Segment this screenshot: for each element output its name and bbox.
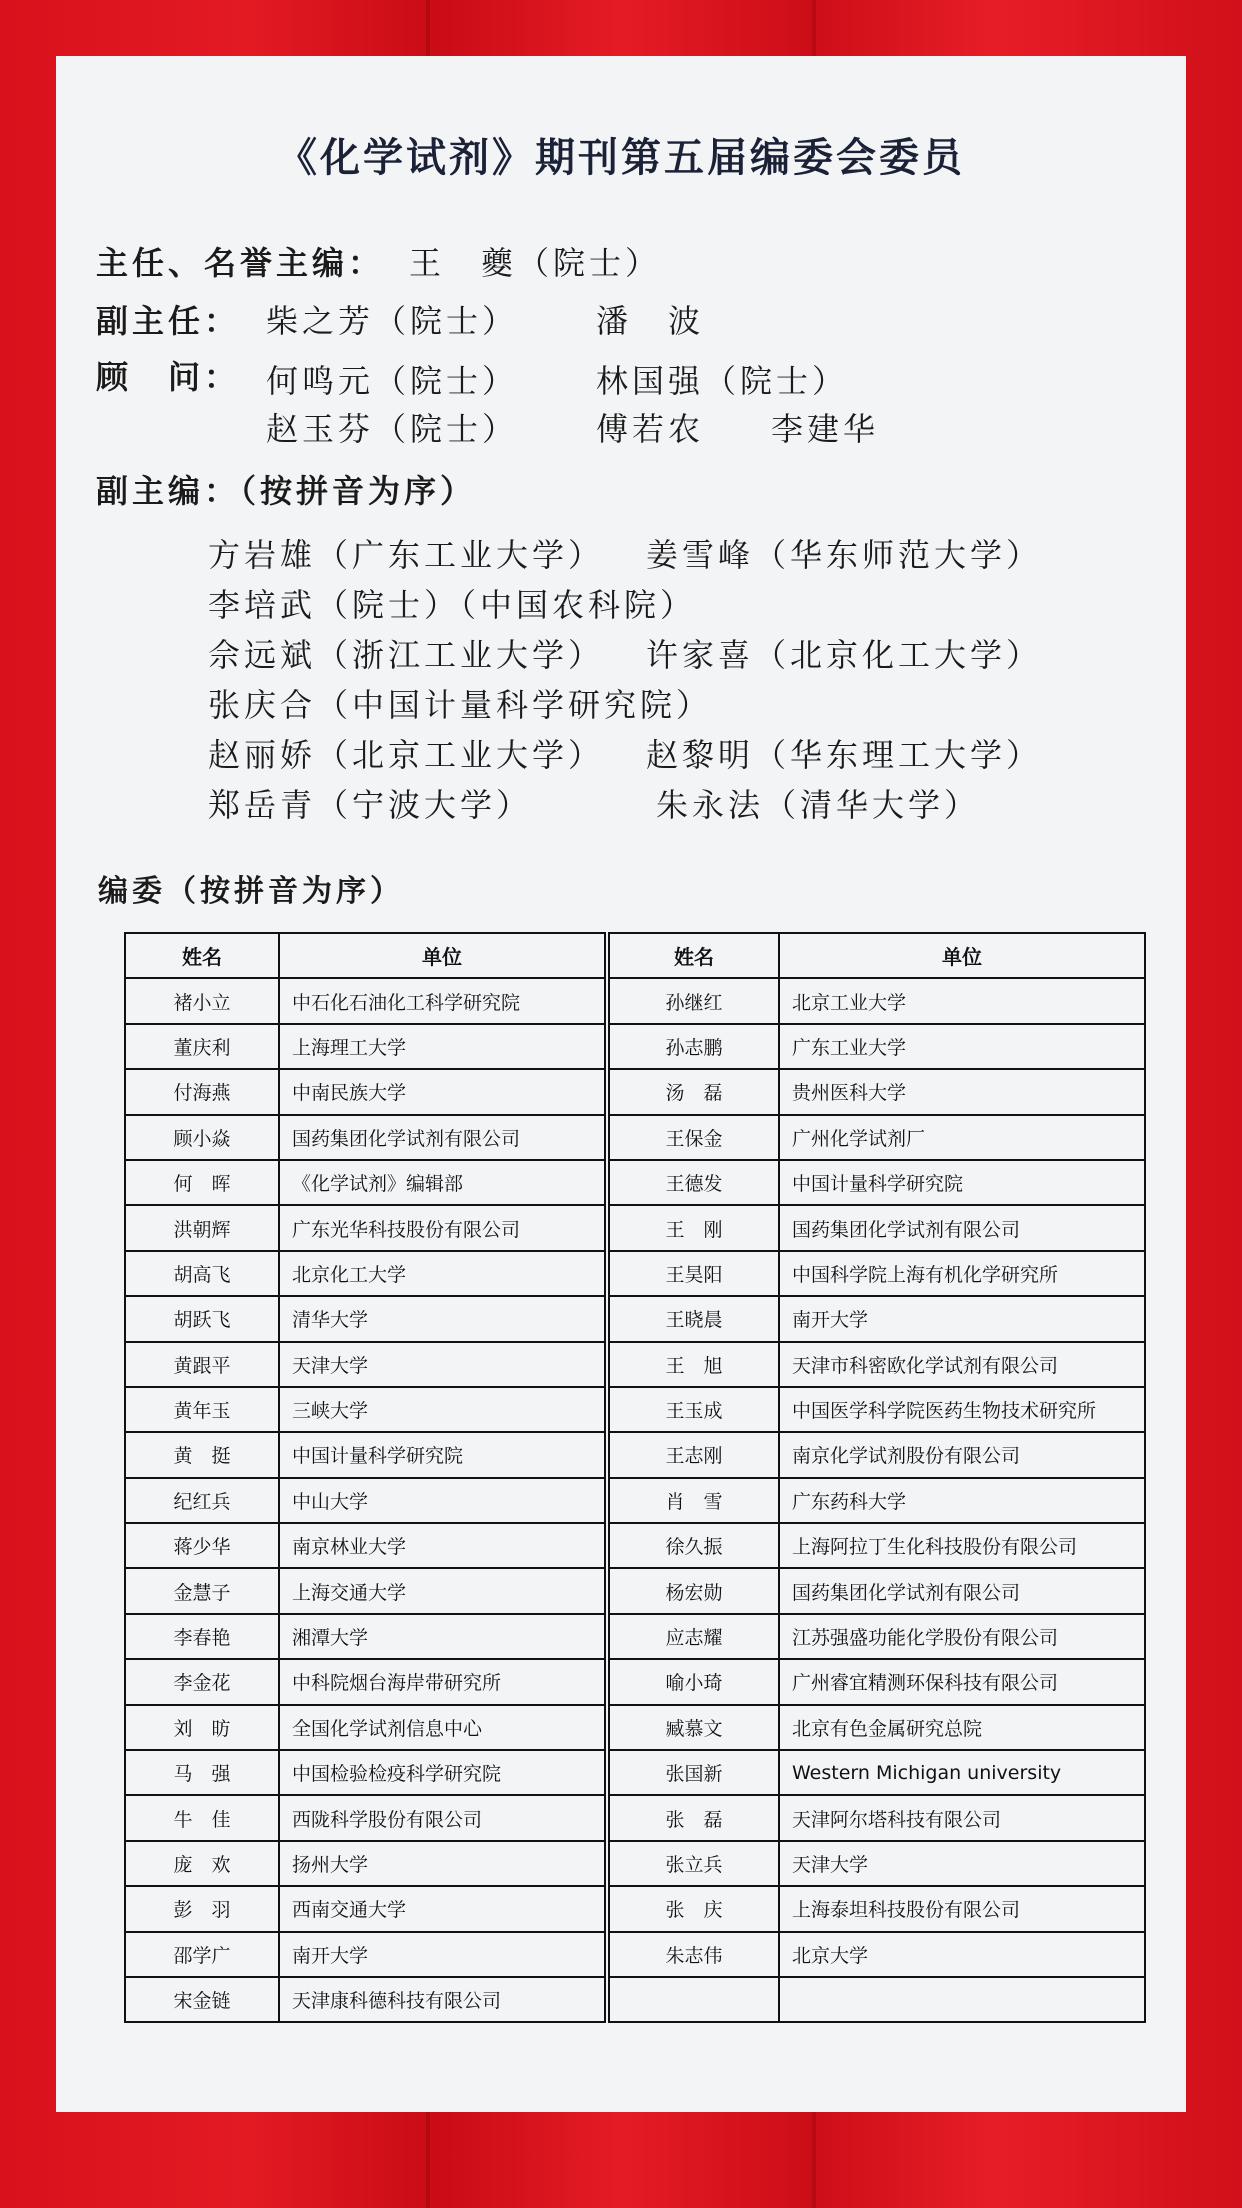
member-name: 张国新 [609, 1750, 779, 1795]
table-row [125, 1795, 1145, 1840]
director-name: 王 夔（院士） [409, 244, 662, 282]
member-unit: 全国化学试剂信息中心 [279, 1705, 605, 1750]
member-unit: 上海泰坦科技股份有限公司 [779, 1886, 1145, 1931]
member-name: 张立兵 [609, 1841, 779, 1886]
member-unit: 中国检验检疫科学研究院 [279, 1750, 605, 1795]
col-header-unit: 单位 [779, 933, 1145, 978]
table-row [125, 1069, 1145, 1114]
associate-editor: 许家喜（北京化工大学） [646, 636, 1043, 674]
member-name: 喻小琦 [609, 1659, 779, 1704]
table-header-row [125, 933, 1145, 978]
advisor-name-3: 赵玉芬（院士） [266, 410, 519, 448]
member-name: 张 磊 [609, 1795, 779, 1840]
member-name: 付海燕 [125, 1069, 279, 1114]
table-row [125, 1659, 1145, 1704]
member-unit: 国药集团化学试剂有限公司 [279, 1115, 605, 1160]
table-row [125, 1432, 1145, 1477]
member-unit: 中国医学科学院医药生物技术研究所 [779, 1387, 1145, 1432]
member-name: 汤 磊 [609, 1069, 779, 1114]
table-row [125, 1024, 1145, 1069]
member-name: 董庆利 [125, 1024, 279, 1069]
member-unit [779, 1977, 1145, 2022]
member-name: 黄跟平 [125, 1342, 279, 1387]
advisor-name-1: 何鸣元（院士） [266, 362, 519, 400]
advisor-label: 顾 问： [96, 358, 241, 396]
associate-editor: 佘远斌（浙江工业大学） [208, 636, 605, 674]
member-unit: 北京化工大学 [279, 1251, 605, 1296]
member-unit: 上海阿拉丁生化科技股份有限公司 [779, 1523, 1145, 1568]
member-name: 刘 昉 [125, 1705, 279, 1750]
member-name: 洪朝辉 [125, 1205, 279, 1250]
director-label: 主任、名誉主编： [96, 244, 385, 282]
member-unit: 天津大学 [279, 1342, 605, 1387]
advisor-name-2: 林国强（院士） [596, 362, 849, 400]
member-unit: 南京林业大学 [279, 1523, 605, 1568]
member-name: 胡跃飞 [125, 1296, 279, 1341]
member-name: 何 晖 [125, 1160, 279, 1205]
table-row [125, 1705, 1145, 1750]
table-row [125, 1160, 1145, 1205]
member-unit: 中山大学 [279, 1478, 605, 1523]
member-unit: 中科院烟台海岸带研究所 [279, 1659, 605, 1704]
member-name: 杨宏勋 [609, 1568, 779, 1613]
table-row [125, 1977, 1145, 2022]
member-name: 王德发 [609, 1160, 779, 1205]
member-unit: 上海理工大学 [279, 1024, 605, 1069]
member-name: 王保金 [609, 1115, 779, 1160]
member-name: 李春艳 [125, 1614, 279, 1659]
member-name: 王晓晨 [609, 1296, 779, 1341]
board-table-body [125, 978, 1145, 2022]
col-header-unit: 单位 [279, 933, 605, 978]
member-name: 李金花 [125, 1659, 279, 1704]
member-unit: 湘潭大学 [279, 1614, 605, 1659]
member-name: 顾小焱 [125, 1115, 279, 1160]
member-unit: Western Michigan university [779, 1750, 1145, 1795]
member-name: 庞 欢 [125, 1841, 279, 1886]
member-name: 金慧子 [125, 1568, 279, 1613]
table-row [125, 1387, 1145, 1432]
member-unit: 三峡大学 [279, 1387, 605, 1432]
table-row [125, 1750, 1145, 1795]
member-name: 胡高飞 [125, 1251, 279, 1296]
associate-editor: 张庆合（中国计量科学研究院） [208, 686, 713, 724]
member-unit: 中国计量科学研究院 [779, 1160, 1145, 1205]
member-name: 王 刚 [609, 1205, 779, 1250]
member-name: 邵学广 [125, 1932, 279, 1977]
deputy-name-1: 柴之芳（院士） [266, 302, 519, 340]
member-unit: 西陇科学股份有限公司 [279, 1795, 605, 1840]
member-name: 孙继红 [609, 978, 779, 1023]
member-unit: 南开大学 [279, 1932, 605, 1977]
table-row [125, 1932, 1145, 1977]
member-unit: 天津康科德科技有限公司 [279, 1977, 605, 2022]
member-name: 王玉成 [609, 1387, 779, 1432]
deputy-name-2: 潘 波 [596, 302, 705, 340]
member-name: 孙志鹏 [609, 1024, 779, 1069]
table-row [125, 1478, 1145, 1523]
committee-card [56, 56, 1186, 2112]
associate-editor: 赵丽娇（北京工业大学） [208, 736, 605, 774]
member-unit: 西南交通大学 [279, 1886, 605, 1931]
member-name: 臧慕文 [609, 1705, 779, 1750]
associate-editor: 方岩雄（广东工业大学） [208, 536, 605, 574]
member-unit: 广州睿宜精测环保科技有限公司 [779, 1659, 1145, 1704]
table-row [125, 1568, 1145, 1613]
col-header-name: 姓名 [125, 933, 279, 978]
member-name: 褚小立 [125, 978, 279, 1023]
member-unit: 江苏强盛功能化学股份有限公司 [779, 1614, 1145, 1659]
member-name: 应志耀 [609, 1614, 779, 1659]
member-unit: 中南民族大学 [279, 1069, 605, 1114]
member-name: 王昊阳 [609, 1251, 779, 1296]
associate-editor: 朱永法（清华大学） [656, 786, 981, 824]
member-unit: 天津大学 [779, 1841, 1145, 1886]
table-row [125, 1205, 1145, 1250]
member-unit: 《化学试剂》编辑部 [279, 1160, 605, 1205]
table-row [125, 1296, 1145, 1341]
page-title: 《化学试剂》期刊第五届编委会委员 [277, 135, 965, 181]
member-unit: 广东药科大学 [779, 1478, 1145, 1523]
member-name: 蒋少华 [125, 1523, 279, 1568]
member-unit: 国药集团化学试剂有限公司 [779, 1568, 1145, 1613]
table-row [125, 978, 1145, 1023]
member-name: 黄 挺 [125, 1432, 279, 1477]
table-row [125, 1342, 1145, 1387]
member-name: 张 庆 [609, 1886, 779, 1931]
member-unit: 国药集团化学试剂有限公司 [779, 1205, 1145, 1250]
col-header-name: 姓名 [609, 933, 779, 978]
member-unit: 广州化学试剂厂 [779, 1115, 1145, 1160]
member-name: 黄年玉 [125, 1387, 279, 1432]
member-name: 王 旭 [609, 1342, 779, 1387]
member-unit: 上海交通大学 [279, 1568, 605, 1613]
member-name: 肖 雪 [609, 1478, 779, 1523]
board-table [124, 932, 1146, 2023]
associate-editor: 姜雪峰（华东师范大学） [646, 536, 1043, 574]
member-unit: 贵州医科大学 [779, 1069, 1145, 1114]
member-name: 徐久振 [609, 1523, 779, 1568]
board-heading: 编委（按拼音为序） [98, 874, 404, 909]
member-unit: 中国计量科学研究院 [279, 1432, 605, 1477]
member-unit: 广东光华科技股份有限公司 [279, 1205, 605, 1250]
member-unit: 扬州大学 [279, 1841, 605, 1886]
table-row [125, 1115, 1145, 1160]
member-name: 宋金链 [125, 1977, 279, 2022]
member-unit: 北京大学 [779, 1932, 1145, 1977]
member-unit: 中国科学院上海有机化学研究所 [779, 1251, 1145, 1296]
member-unit: 天津市科密欧化学试剂有限公司 [779, 1342, 1145, 1387]
table-row [125, 1841, 1145, 1886]
member-unit: 北京工业大学 [779, 978, 1145, 1023]
table-row [125, 1523, 1145, 1568]
associate-editor: 郑岳青（宁波大学） [208, 786, 533, 824]
member-unit: 中石化石油化工科学研究院 [279, 978, 605, 1023]
advisor-name-5: 李建华 [771, 410, 880, 448]
member-name [609, 1977, 779, 2022]
member-unit: 南京化学试剂股份有限公司 [779, 1432, 1145, 1477]
deputy-label: 副主任： [96, 302, 241, 340]
member-name: 纪红兵 [125, 1478, 279, 1523]
member-unit: 广东工业大学 [779, 1024, 1145, 1069]
associate-editor: 赵黎明（华东理工大学） [646, 736, 1043, 774]
table-row [125, 1614, 1145, 1659]
table-row [125, 1886, 1145, 1931]
member-name: 马 强 [125, 1750, 279, 1795]
member-name: 朱志伟 [609, 1932, 779, 1977]
member-name: 牛 佳 [125, 1795, 279, 1840]
member-name: 王志刚 [609, 1432, 779, 1477]
associate-editor: 李培武（院士）（中国农科院） [208, 586, 697, 624]
member-unit: 南开大学 [779, 1296, 1145, 1341]
advisor-name-4: 傅若农 [596, 410, 705, 448]
member-name: 彭 羽 [125, 1886, 279, 1931]
associate-editors-heading: 副主编：（按拼音为序） [96, 472, 477, 510]
member-unit: 天津阿尔塔科技有限公司 [779, 1795, 1145, 1840]
member-unit: 清华大学 [279, 1296, 605, 1341]
member-unit: 北京有色金属研究总院 [779, 1705, 1145, 1750]
table-row [125, 1251, 1145, 1296]
